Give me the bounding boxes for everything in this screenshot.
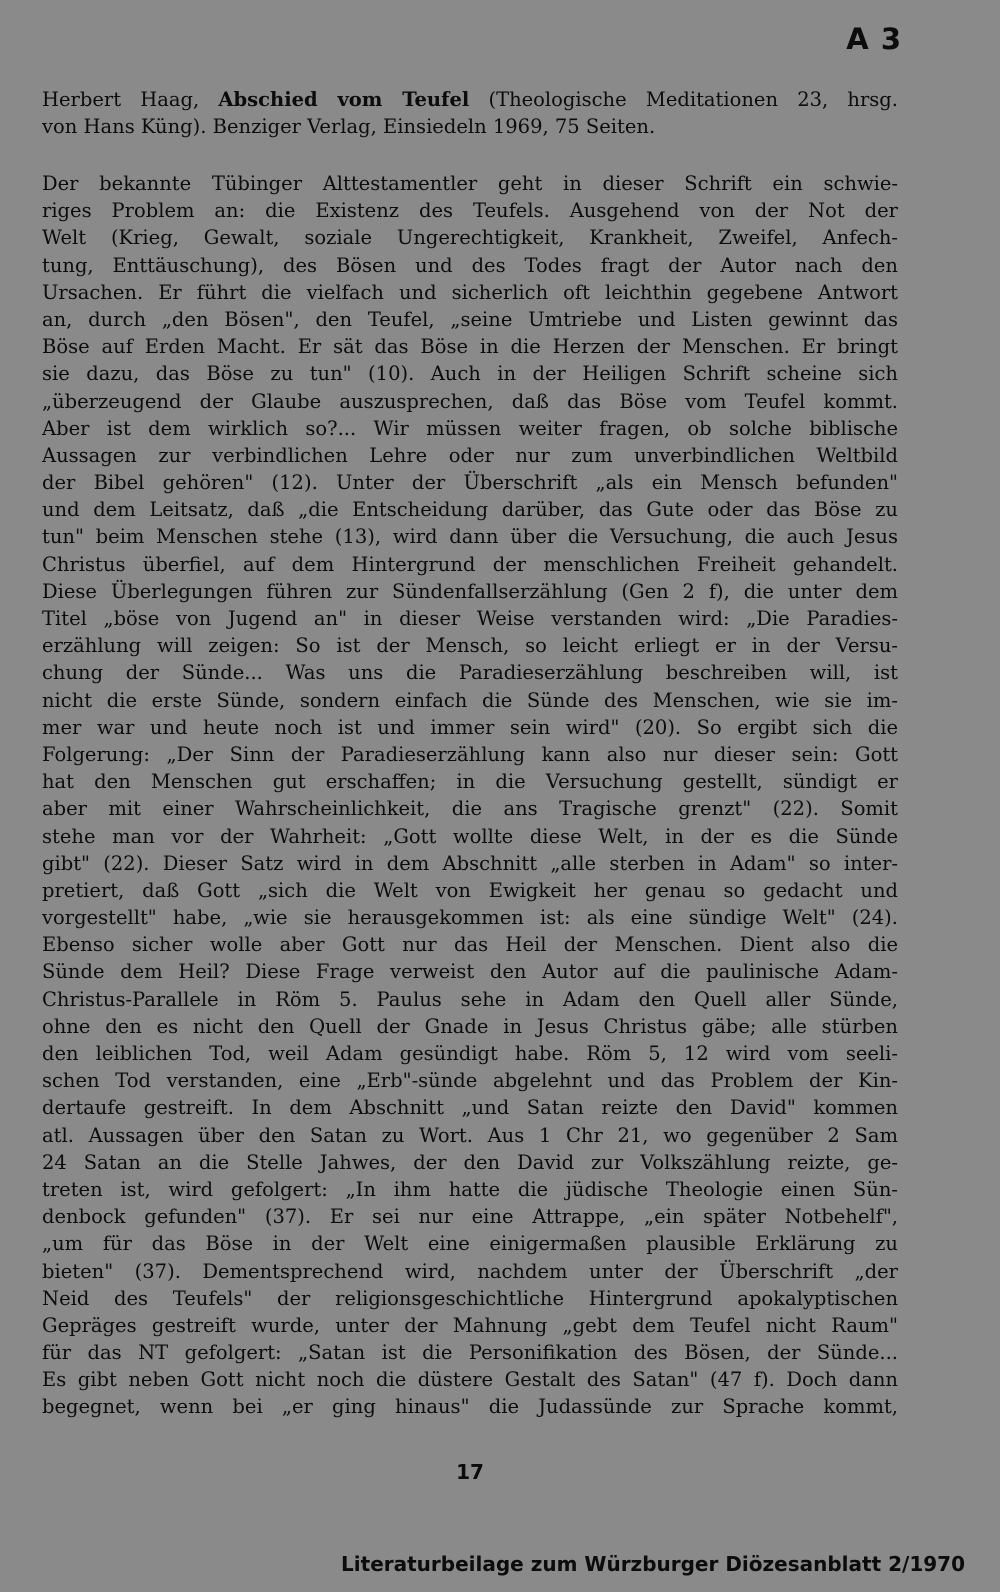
- review-text-line: der Bibel gehören" (12). Unter der Überschrift „als ein Mensch befunden": [42, 471, 898, 495]
- review-text-line: Christus-Parallele in Röm 5. Paulus sehe in Adam den Quell aller Sünde,: [42, 987, 898, 1011]
- review-text-line: 24 Satan an die Stelle Jahwes, der den David zur Volkszählung reizte, ge-: [42, 1150, 898, 1174]
- review-text-line: „überzeugend der Glaube auszusprechen, daß das Böse vom Teufel kommt.: [42, 389, 898, 413]
- citation-author: Herbert Haag,: [42, 88, 200, 111]
- review-text-line: Ebenso sicher wolle aber Gott nur das Heil der Menschen. Dient also die: [42, 933, 898, 957]
- review-text-line: Neid des Teufels" der religionsgeschichtliche Hintergrund apokalyptischen: [42, 1286, 898, 1310]
- review-text-line: Diese Überlegungen führen zur Sündenfallserzählung (Gen 2 f), die unter dem: [42, 579, 898, 603]
- review-text-line: hat den Menschen gut erschaffen; in die Versuchung gestellt, sündigt er: [42, 770, 898, 794]
- review-text-line: den leiblichen Tod, weil Adam gesündigt habe. Röm 5, 12 wird vom seeli-: [42, 1042, 898, 1065]
- publication-footer: Literaturbeilage zum Würzburger Diözesanblatt 2/1970: [341, 1552, 965, 1576]
- review-text-line: erzählung will zeigen: So ist der Mensch, so leicht erliegt er in der Versu-: [42, 634, 898, 658]
- review-text-line: Es gibt neben Gott nicht noch die düstere Gestalt des Satan" (47 f). Doch dann: [42, 1368, 898, 1392]
- review-text-line: Aber ist dem wirklich so?... Wir müssen weiter fragen, ob solche biblische: [42, 416, 898, 440]
- review-text-line: denbock gefunden" (37). Er sei nur eine Attrappe, „ein später Notbehelf",: [42, 1205, 898, 1229]
- review-text-line: atl. Aussagen über den Satan zu Wort. Aus 1 Chr 21, wo gegenüber 2 Sam: [42, 1123, 898, 1147]
- review-text-line: Ursachen. Er führt die vielfach und sicherlich oft leichthin gegebene Antwort: [42, 280, 898, 304]
- review-text-line: sie dazu, das Böse zu tun" (10). Auch in der Heiligen Schrift scheine sich: [42, 362, 898, 386]
- review-text-line: Welt (Krieg, Gewalt, soziale Ungerechtigkeit, Krankheit, Zweifel, Anfech-: [42, 226, 898, 250]
- review-text-line: Aussagen zur verbindlichen Lehre oder nur zum unverbindlichen Weltbild: [42, 443, 898, 467]
- review-text-line: Sünde dem Heil? Diese Frage verweist den Autor auf die paulinische Adam-: [42, 960, 898, 984]
- citation-title: Abschied vom Teufel: [218, 88, 470, 111]
- page-number: 17: [456, 1460, 484, 1484]
- review-text-line: nicht die erste Sünde, sondern einfach die Sünde des Menschen, wie sie im-: [42, 688, 898, 712]
- citation-details-1: (Theologische Meditationen 23, hrsg.: [488, 88, 898, 111]
- review-text-line: chung der Sünde... Was uns die Paradieserzählung beschreiben will, ist: [42, 661, 898, 685]
- review-text-line: Titel „böse von Jugend an" in dieser Weise verstanden wird: „Die Paradies-: [42, 607, 898, 630]
- review-text-line: mer war und heute noch ist und immer sein wird" (20). So ergibt sich die: [42, 715, 898, 739]
- review-text-line: „um für das Böse in der Welt eine einigermaßen plausible Erklärung zu: [42, 1232, 898, 1256]
- review-text-line: vorgestellt" habe, „wie sie herausgekommen ist: als eine sündige Welt" (24).: [42, 906, 898, 930]
- review-text-line: begegnet, wenn bei „er ging hinaus" die Judassünde zur Sprache kommt,: [42, 1395, 898, 1419]
- review-text-line: gibt" (22). Dieser Satz wird in dem Abschnitt „alle sterben in Adam" so inter-: [42, 851, 898, 875]
- citation-line-2: von Hans Küng). Benziger Verlag, Einsiedeln 1969, 75 Seiten.: [42, 115, 656, 139]
- review-text-line: ohne den es nicht den Quell der Gnade in Jesus Christus gäbe; alle stürben: [42, 1014, 898, 1038]
- review-text-line: stehe man vor der Wahrheit: „Gott wollte diese Welt, in der es die Sünde: [42, 824, 898, 848]
- review-text-line: Christus überfiel, auf dem Hintergrund der menschlichen Freiheit gehandelt.: [42, 552, 898, 576]
- review-text-line: aber mit einer Wahrscheinlichkeit, die ans Tragische grenzt" (22). Somit: [42, 797, 898, 821]
- review-text-line: für das NT gefolgert: „Satan ist die Personifikation des Bösen, der Sünde...: [42, 1341, 898, 1365]
- review-text-line: pretiert, daß Gott „sich die Welt von Ewigkeit her genau so gedacht und: [42, 878, 898, 902]
- review-text-line: riges Problem an: die Existenz des Teufels. Ausgehend von der Not der: [42, 199, 898, 223]
- review-text-line: Gepräges gestreift wurde, unter der Mahnung „gebt dem Teufel nicht Raum": [42, 1313, 898, 1337]
- review-text-line: treten ist, wird gefolgert: „In ihm hatte die jüdische Theologie einen Sün-: [42, 1177, 898, 1201]
- review-body: [42, 170, 898, 1421]
- review-text-line: dertaufe gestreift. In dem Abschnitt „und Satan reizte den David" kommen: [42, 1096, 898, 1120]
- citation-line-1: [42, 86, 898, 113]
- review-text-line: Böse auf Erden Macht. Er sät das Böse in die Herzen der Menschen. Er bringt: [42, 335, 898, 359]
- review-text-line: an, durch „den Bösen", den Teufel, „seine Umtriebe und Listen gewinnt das: [42, 307, 898, 331]
- review-text-line: schen Tod verstanden, eine „Erb"-sünde abgelehnt und das Problem der Kin-: [42, 1069, 898, 1093]
- book-citation: [42, 86, 898, 140]
- review-text-line: bieten" (37). Dementsprechend wird, nachdem unter der Überschrift „der: [42, 1259, 898, 1283]
- review-text-line: Folgerung: „Der Sinn der Paradieserzählung kann also nur dieser sein: Gott: [42, 742, 898, 766]
- review-text-line: und dem Leitsatz, daß „die Entscheidung darüber, das Gute oder das Böse zu: [42, 498, 898, 522]
- review-text-line: tung, Enttäuschung), des Bösen und des Todes fragt der Autor nach den: [42, 253, 898, 277]
- review-text-line: tun" beim Menschen stehe (13), wird dann über die Versuchung, die auch Jesus: [42, 525, 898, 549]
- page-marker: A 3: [846, 22, 902, 56]
- review-text-line: Der bekannte Tübinger Alttestamentler geht in dieser Schrift ein schwie-: [42, 172, 898, 195]
